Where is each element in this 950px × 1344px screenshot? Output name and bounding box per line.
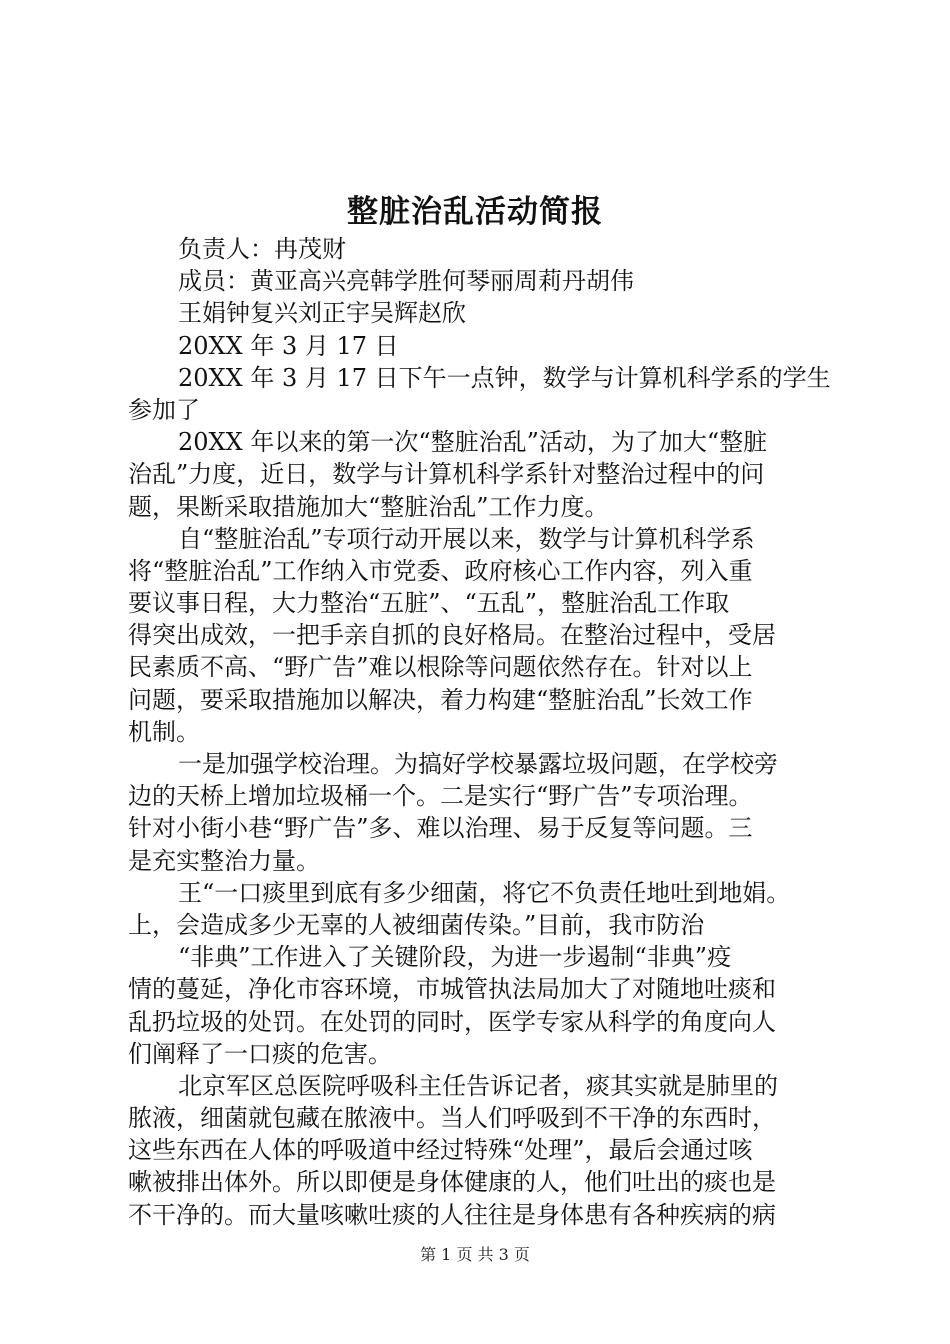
text-line: 20XX 年 3 月 17 日下午一点钟，数学与计算机科学系的学生 [178, 363, 831, 392]
text-line: 要议事日程，大力整治“五脏”、“五乱”，整脏治乱工作取 [128, 589, 730, 618]
text-line: 成员：黄亚高兴亮韩学胜何琴丽周莉丹胡伟 [178, 267, 634, 296]
text-line: 机制。 [128, 717, 200, 746]
text-line: 情的蔓延，净化市容环境，市城管执法局加大了对随地吐痰和 [128, 975, 776, 1004]
text-line: “非典”工作进入了关键阶段，为进一步遏制“非典”疫 [178, 943, 732, 972]
text-line: 不干净的。而大量咳嗽吐痰的人往往是身体患有各种疾病的病 [128, 1200, 776, 1229]
text-line: 们阐释了一口痰的危害。 [128, 1039, 392, 1068]
text-line: 上，会造成多少无辜的人被细菌传染。”目前，我市防治 [128, 910, 705, 939]
text-line: 20XX 年 3 月 17 日 [178, 331, 399, 360]
text-line: 边的天桥上增加垃圾桶一个。二是实行“野广告”专项治理。 [128, 782, 753, 811]
text-line: 乱扔垃圾的处罚。在处罚的同时，医学专家从科学的角度向人 [128, 1007, 776, 1036]
text-line: 脓液，细菌就包藏在脓液中。当人们呼吸到不干净的东西时， [128, 1104, 776, 1133]
text-line: 得突出成效，一把手亲自抓的良好格局。在整治过程中，受居 [128, 621, 776, 650]
text-line: 负责人：冉茂财 [178, 235, 346, 263]
text-line: 这些东西在人体的呼吸道中经过特殊“处理”，最后会通过咳 [128, 1136, 753, 1165]
text-line: 参加了 [128, 395, 200, 424]
text-line: 针对小街小巷“野广告”多、难以治理、易于反复等问题。三 [128, 814, 753, 843]
text-line: 自“整脏治乱”专项行动开展以来，数学与计算机科学系 [178, 524, 755, 553]
text-line: 是充实整治力量。 [128, 846, 320, 875]
text-line: 民素质不高、“野广告”难以根除等问题依然存在。针对以上 [128, 653, 753, 682]
text-line: 20XX 年以来的第一次“整脏治乱”活动，为了加大“整脏 [178, 428, 768, 457]
text-line: 一是加强学校治理。为搞好学校暴露垃圾问题，在学校旁 [178, 750, 778, 778]
text-line: 问题，要采取措施加以解决，着力构建“整脏治乱”长效工作 [128, 685, 753, 714]
text-line: 王“一口痰里到底有多少细菌，将它不负责任地吐到地娟。 [178, 878, 791, 907]
document-body [128, 233, 834, 1231]
text-line: 王娟钟复兴刘正宇吴辉赵欣 [178, 299, 466, 328]
page-footer: 第 1 页 共 3 页 [420, 1245, 530, 1264]
document-title: 整脏治乱活动简报 [347, 194, 603, 230]
text-line: 将“整脏治乱”工作纳入市党委、政府核心工作内容，列入重 [128, 556, 753, 585]
text-line: 北京军区总医院呼吸科主任告诉记者，痰其实就是肺里的 [178, 1071, 778, 1100]
text-line: 题，果断采取措施加大“整脏治乱”工作力度。 [128, 492, 609, 521]
text-line: 治乱”力度，近日，数学与计算机科学系针对整治过程中的问 [128, 460, 765, 489]
text-line: 嗽被排出体外。所以即便是身体健康的人，他们吐出的痰也是 [128, 1168, 776, 1197]
